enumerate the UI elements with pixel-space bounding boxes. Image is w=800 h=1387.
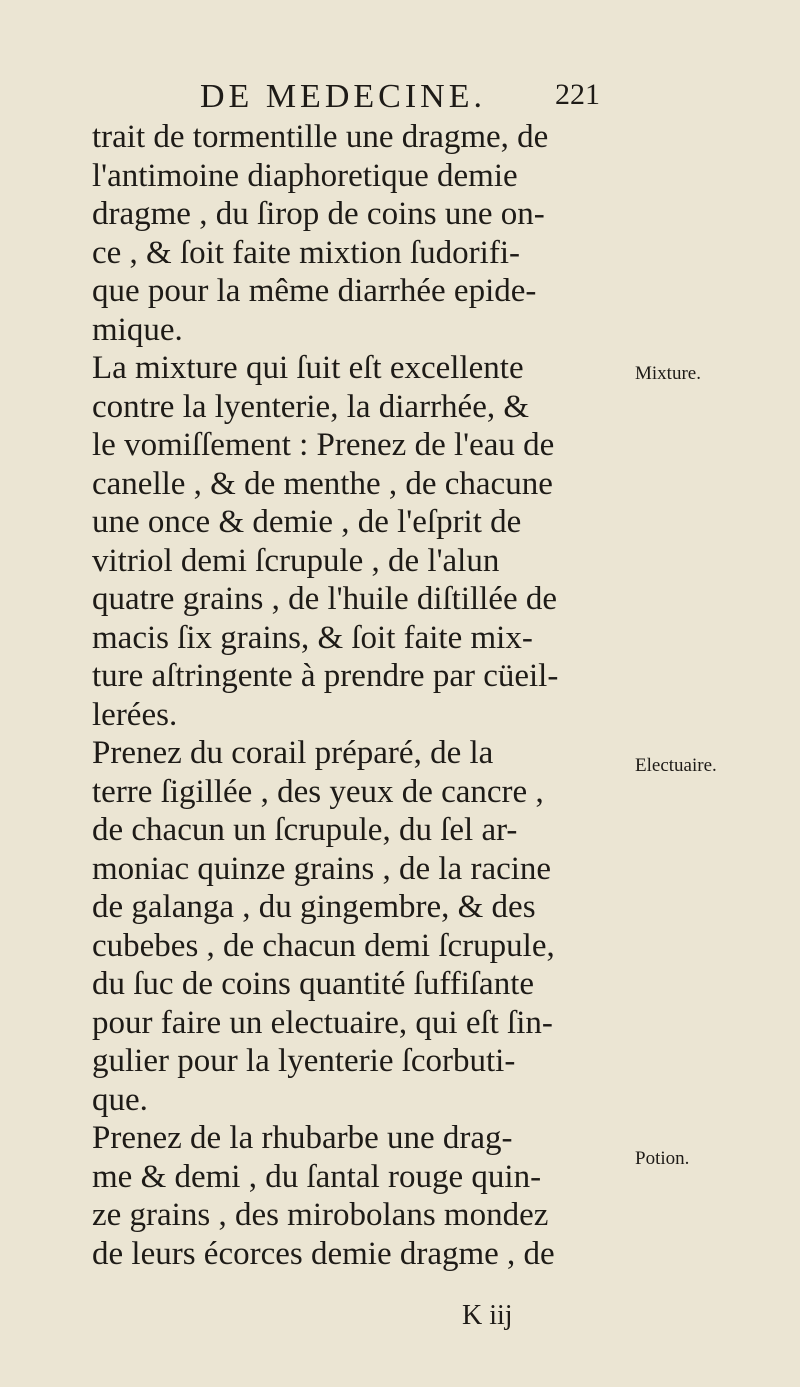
text-line: ture aſtringente à prendre par cüeil- [92, 658, 559, 694]
text-line: terre ſigillée , des yeux de cancre , [92, 773, 544, 810]
text-line: canelle , & de menthe , de chacune [92, 465, 553, 502]
text-line: Prenez de la rhubarbe une drag- [92, 1120, 513, 1156]
text-line: de leurs écorces demie dragme , de [92, 1235, 555, 1272]
text-line: dragme , du ſirop de coins une on- [92, 196, 545, 232]
text-line: La mixture qui ſuit eſt excellente [92, 350, 524, 386]
text-line: pour faire un electuaire, qui eſt ſin- [92, 1004, 553, 1041]
page-header [200, 78, 600, 118]
text-line: que. [92, 1081, 148, 1118]
text-line: macis ſix grains, & ſoit faite mix- [92, 619, 533, 656]
text-line: lerées. [92, 696, 178, 733]
text-line: Prenez du corail préparé, de la [92, 735, 494, 771]
text-line: de galanga , du gingembre, & des [92, 889, 536, 925]
signature-mark: K iij [462, 1300, 513, 1331]
text-line: ce , & ſoit faite mixtion ſudorifi- [92, 234, 520, 271]
text-line: une once & demie , de l'eſprit de [92, 504, 522, 540]
text-line: le vomiſſement : Prenez de l'eau de [92, 427, 555, 463]
text-line: me & demi , du ſantal rouge quin- [92, 1158, 542, 1195]
text-line: de chacun un ſcrupule, du ſel ar- [92, 812, 518, 848]
text-line: que pour la même diarrhée epide- [92, 273, 537, 309]
running-head: DE MEDECINE. [200, 78, 486, 115]
margin-note-mixture: Mixture. [635, 363, 701, 384]
text-line: ze grains , des mirobolans mondez [92, 1197, 549, 1233]
text-line: gulier pour la lyenterie ſcorbuti- [92, 1043, 516, 1079]
text-line: vitriol demi ſcrupule , de l'alun [92, 542, 500, 579]
text-line: quatre grains , de l'huile diſtillée de [92, 581, 558, 617]
page-number: 221 [555, 78, 600, 111]
text-line: l'antimoine diaphoretique demie [92, 157, 518, 194]
body-text [92, 118, 612, 1273]
margin-note-potion: Potion. [635, 1148, 690, 1169]
text-line: du ſuc de coins quantité ſuffiſante [92, 966, 535, 1002]
text-line: moniac quinze grains , de la racine [92, 850, 552, 887]
margin-note-electuaire: Electuaire. [635, 755, 717, 776]
text-line: mique. [92, 311, 183, 348]
text-line: trait de tormentille une dragme, de [92, 119, 549, 155]
text-line: cubebes , de chacun demi ſcrupule, [92, 927, 555, 964]
text-line: contre la lyenterie, la diarrhée, & [92, 388, 530, 425]
